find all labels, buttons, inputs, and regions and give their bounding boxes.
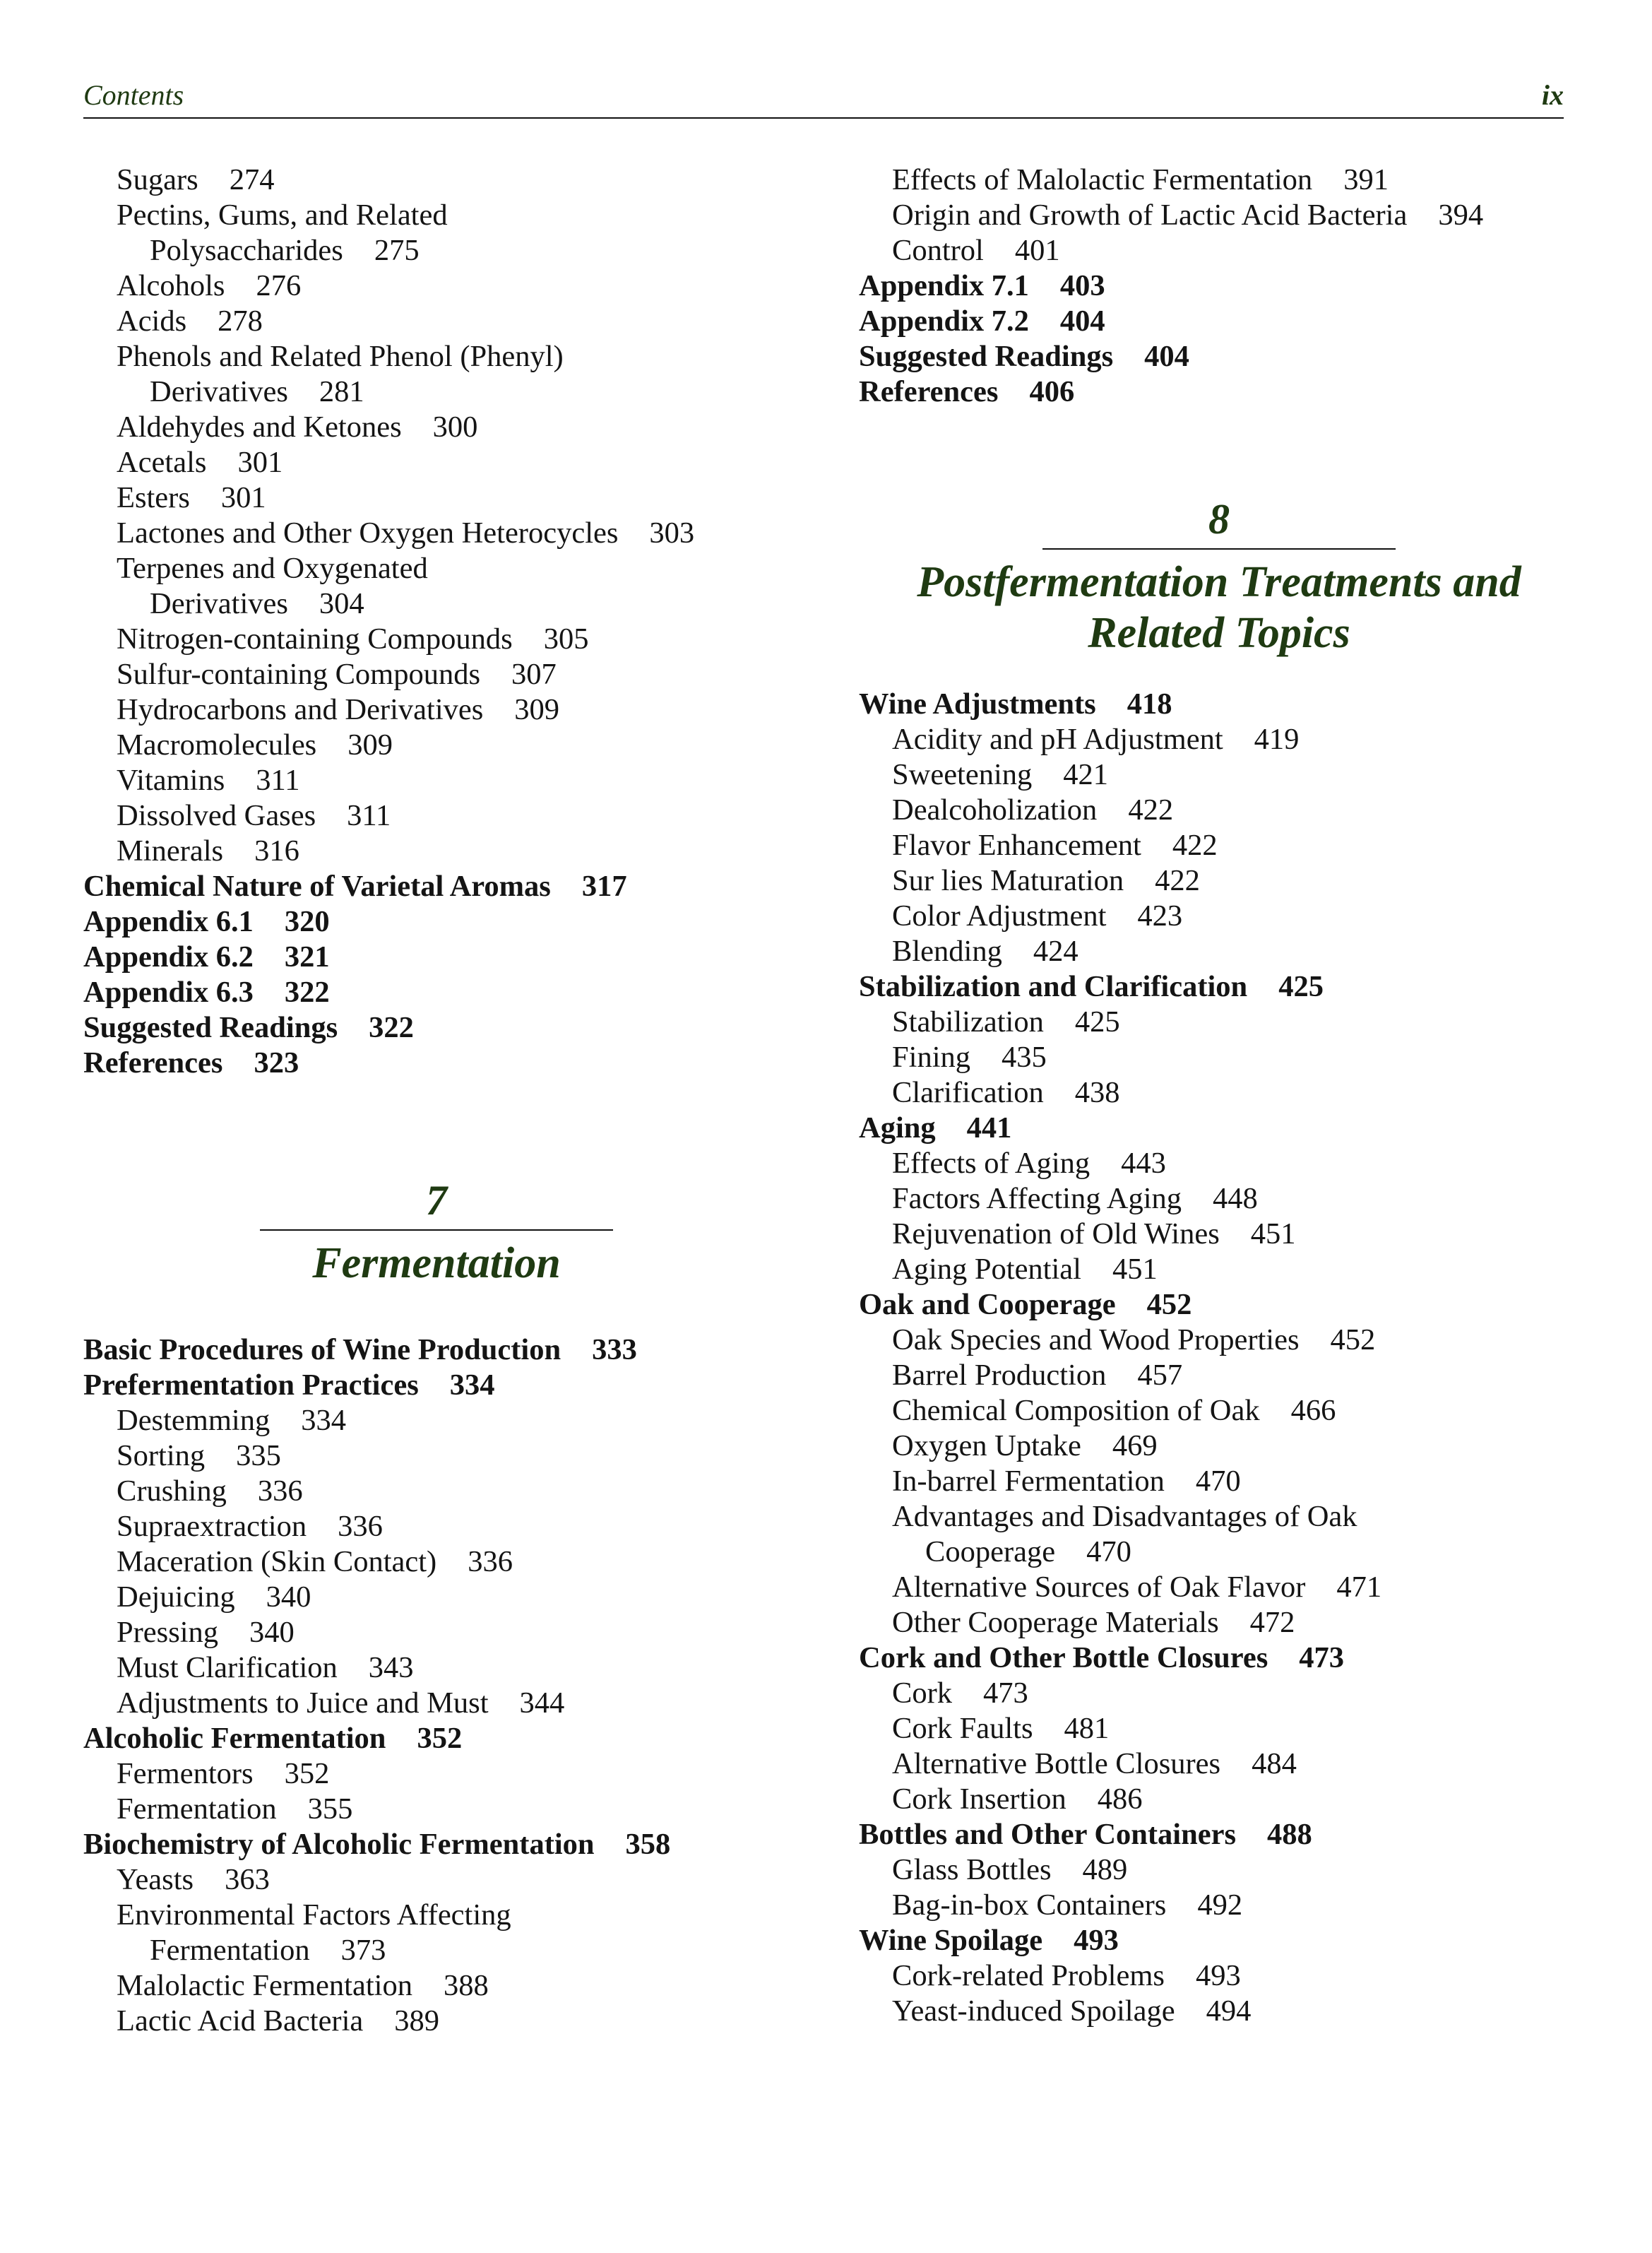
entry-label: Bottles and Other Containers — [859, 1818, 1237, 1851]
toc-entry — [859, 162, 1579, 198]
entry-page-number: 401 — [1014, 234, 1060, 267]
left-column — [83, 162, 790, 2039]
toc-entry — [83, 304, 790, 339]
entry-label: Suggested Readings — [859, 340, 1114, 373]
toc-entry — [83, 551, 790, 586]
entry-page-number: 422 — [1155, 864, 1200, 897]
entry-page-number: 404 — [1059, 304, 1105, 338]
toc-section-entry — [859, 374, 1579, 410]
toc-entry — [859, 1252, 1579, 1287]
toc-entry — [859, 934, 1579, 969]
entry-label: Appendix 6.2 — [83, 940, 254, 974]
toc-entry — [83, 1650, 790, 1686]
toc-entry — [859, 828, 1579, 863]
entry-page-number: 389 — [394, 2004, 440, 2038]
entry-page-number: 435 — [1002, 1041, 1047, 1074]
toc-entry — [859, 1393, 1579, 1429]
toc-entry — [859, 1782, 1579, 1817]
toc-entry — [859, 1217, 1579, 1252]
toc-entry — [83, 1898, 790, 1933]
toc-list — [859, 162, 1579, 410]
toc-section-entry — [83, 904, 790, 940]
toc-entry — [859, 1499, 1579, 1534]
entry-page-number: 438 — [1074, 1076, 1120, 1109]
entry-page-number: 322 — [284, 976, 330, 1009]
toc-section-entry — [859, 687, 1579, 722]
entry-page-number: 320 — [284, 905, 330, 938]
toc-entry — [83, 162, 790, 198]
toc-section-entry — [859, 339, 1579, 374]
toc-section-entry — [859, 1640, 1579, 1676]
entry-label: Acids — [117, 304, 187, 338]
entry-page-number: 473 — [983, 1677, 1028, 1710]
entry-label: Hydrocarbons and Derivatives — [117, 693, 484, 726]
toc-section-entry — [859, 268, 1579, 304]
entry-label: Yeasts — [117, 1863, 194, 1896]
entry-label: Derivatives — [150, 375, 288, 408]
entry-page-number: 424 — [1033, 935, 1078, 968]
entry-label: References — [83, 1046, 223, 1080]
entry-label: Aging — [859, 1111, 936, 1145]
entry-page-number: 300 — [432, 410, 478, 444]
toc-section-entry — [83, 1332, 790, 1368]
entry-label: Yeast-induced Spoilage — [892, 1994, 1175, 2028]
entry-page-number: 304 — [319, 587, 364, 620]
entry-label: Sugars — [117, 163, 198, 196]
entry-label: Other Cooperage Materials — [892, 1606, 1219, 1639]
toc-entry — [859, 233, 1579, 268]
toc-entry — [83, 1792, 790, 1827]
toc-entry — [83, 1933, 790, 1968]
entry-page-number: 344 — [519, 1686, 565, 1720]
entry-label: Cork Faults — [892, 1712, 1033, 1745]
entry-label: Aldehydes and Ketones — [117, 410, 402, 444]
entry-page-number: 355 — [307, 1792, 353, 1826]
entry-label: Appendix 7.1 — [859, 269, 1029, 302]
toc-entry — [859, 1676, 1579, 1711]
entry-page-number: 423 — [1137, 899, 1183, 933]
entry-label: Barrel Production — [892, 1359, 1107, 1392]
toc-section-entry — [859, 1817, 1579, 1852]
toc-section-entry — [859, 1287, 1579, 1323]
entry-label: Cork-related Problems — [892, 1959, 1165, 1992]
entry-page-number: 406 — [1029, 375, 1075, 408]
toc-entry — [859, 1570, 1579, 1605]
toc-entry — [859, 863, 1579, 899]
entry-label: Fining — [892, 1041, 971, 1074]
entry-page-number: 323 — [254, 1046, 299, 1080]
entry-label: Prefermentation Practices — [83, 1368, 419, 1402]
toc-entry — [83, 268, 790, 304]
entry-label: Advantages and Disadvantages of Oak — [892, 1500, 1357, 1533]
entry-page-number: 388 — [443, 1969, 489, 2002]
toc-section-entry — [83, 1827, 790, 1862]
entry-page-number: 307 — [511, 658, 557, 691]
toc-entry — [83, 1686, 790, 1721]
entry-label: Origin and Growth of Lactic Acid Bacteria — [892, 199, 1408, 232]
chapter-rule — [1042, 548, 1396, 550]
entry-page-number: 333 — [592, 1333, 637, 1366]
entry-label: Sorting — [117, 1439, 206, 1472]
entry-page-number: 471 — [1336, 1571, 1382, 1604]
toc-entry — [83, 374, 790, 410]
entry-page-number: 451 — [1112, 1253, 1158, 1286]
toc-entry — [859, 1323, 1579, 1358]
toc-entry — [859, 1888, 1579, 1923]
entry-page-number: 484 — [1252, 1747, 1297, 1780]
entry-label: Flavor Enhancement — [892, 829, 1141, 862]
entry-page-number: 492 — [1197, 1888, 1243, 1922]
entry-label: Pectins, Gums, and Related — [117, 199, 448, 232]
entry-label: Stabilization — [892, 1005, 1044, 1039]
toc-entry — [83, 480, 790, 516]
entry-page-number: 473 — [1299, 1641, 1345, 1674]
entry-label: Lactones and Other Oxygen Heterocycles — [117, 516, 619, 550]
toc-section-entry — [859, 1111, 1579, 1146]
entry-label: Wine Spoilage — [859, 1924, 1043, 1957]
toc-entry — [83, 798, 790, 834]
entry-label: Derivatives — [150, 587, 288, 620]
entry-label: Alternative Sources of Oak Flavor — [892, 1571, 1306, 1604]
entry-page-number: 334 — [449, 1368, 495, 1402]
toc-entry — [83, 622, 790, 657]
entry-page-number: 403 — [1059, 269, 1105, 302]
entry-page-number: 343 — [368, 1651, 414, 1684]
entry-page-number: 418 — [1127, 687, 1172, 721]
entry-label: Bag-in-box Containers — [892, 1888, 1167, 1922]
entry-label: Alcoholic Fermentation — [83, 1722, 386, 1755]
entry-label: Pressing — [117, 1616, 219, 1649]
chapter-rule — [260, 1229, 613, 1231]
entry-page-number: 316 — [254, 834, 299, 868]
toc-entry — [83, 445, 790, 480]
entry-page-number: 466 — [1290, 1394, 1336, 1427]
toc-entry — [859, 1852, 1579, 1888]
entry-page-number: 486 — [1097, 1782, 1143, 1816]
toc-list — [83, 1332, 790, 2039]
entry-page-number: 305 — [543, 622, 589, 656]
running-title: Contents — [83, 79, 184, 111]
chapter-title-line: Postfermentation Treatments and — [917, 558, 1521, 606]
entry-label: Wine Adjustments — [859, 687, 1096, 721]
entry-label: Phenols and Related Phenol (Phenyl) — [117, 340, 564, 373]
entry-page-number: 441 — [966, 1111, 1012, 1145]
toc-entry — [859, 1958, 1579, 1994]
entry-page-number: 493 — [1195, 1959, 1241, 1992]
toc-entry — [83, 1580, 790, 1615]
toc-entry — [83, 198, 790, 233]
entry-page-number: 421 — [1063, 758, 1109, 791]
entry-label: Lactic Acid Bacteria — [117, 2004, 364, 2038]
entry-label: Malolactic Fermentation — [117, 1969, 412, 2002]
toc-section-entry — [83, 1368, 790, 1403]
entry-page-number: 301 — [237, 446, 283, 479]
entry-label: Effects of Malolactic Fermentation — [892, 163, 1313, 196]
toc-entry — [83, 657, 790, 692]
entry-label: Sur lies Maturation — [892, 864, 1124, 897]
entry-page-number: 278 — [218, 304, 263, 338]
entry-page-number: 425 — [1278, 970, 1324, 1003]
entry-page-number: 309 — [514, 693, 560, 726]
chapter-title: Fermentation — [312, 1239, 561, 1287]
entry-page-number: 425 — [1074, 1005, 1120, 1039]
toc-section-entry — [859, 1923, 1579, 1958]
toc-entry — [859, 1711, 1579, 1746]
entry-label: Chemical Nature of Varietal Aromas — [83, 870, 551, 903]
entry-label: Crushing — [117, 1474, 227, 1508]
entry-label: Dissolved Gases — [117, 799, 316, 832]
toc-entry — [859, 1181, 1579, 1217]
entry-page-number: 303 — [649, 516, 695, 550]
entry-page-number: 275 — [374, 234, 420, 267]
toc-entry — [859, 1534, 1579, 1570]
entry-page-number: 340 — [266, 1580, 311, 1614]
entry-label: Glass Bottles — [892, 1853, 1052, 1886]
entry-label: In-barrel Fermentation — [892, 1465, 1165, 1498]
entry-label: Appendix 6.1 — [83, 905, 254, 938]
entry-page-number: 422 — [1128, 793, 1174, 827]
toc-entry — [83, 728, 790, 763]
entry-page-number: 488 — [1267, 1818, 1312, 1851]
entry-label: Cork — [892, 1677, 952, 1710]
entry-page-number: 340 — [249, 1616, 295, 1649]
entry-label: Vitamins — [117, 764, 225, 797]
entry-label: Adjustments to Juice and Must — [117, 1686, 489, 1720]
entry-page-number: 352 — [284, 1757, 330, 1790]
entry-label: Factors Affecting Aging — [892, 1182, 1182, 1215]
entry-label: Environmental Factors Affecting — [117, 1898, 511, 1932]
entry-page-number: 352 — [417, 1722, 463, 1755]
toc-entry — [83, 1509, 790, 1544]
toc-entry — [83, 1438, 790, 1474]
toc-entry — [859, 722, 1579, 757]
toc-entry — [83, 410, 790, 445]
entry-page-number: 452 — [1330, 1323, 1376, 1356]
entry-label: References — [859, 375, 999, 408]
entry-label: Effects of Aging — [892, 1147, 1091, 1180]
toc-entry — [859, 1075, 1579, 1111]
entry-page-number: 309 — [347, 728, 393, 762]
entry-page-number: 470 — [1086, 1535, 1131, 1568]
entry-page-number: 336 — [257, 1474, 303, 1508]
entry-page-number: 494 — [1206, 1994, 1252, 2028]
toc-entry — [83, 1756, 790, 1792]
entry-label: Terpenes and Oxygenated — [117, 552, 428, 585]
toc-entry — [83, 233, 790, 268]
entry-label: Acidity and pH Adjustment — [892, 723, 1223, 756]
entry-page-number: 336 — [338, 1510, 383, 1543]
entry-label: Color Adjustment — [892, 899, 1107, 933]
entry-label: Alternative Bottle Closures — [892, 1747, 1221, 1780]
entry-label: Appendix 6.3 — [83, 976, 254, 1009]
entry-page-number: 481 — [1064, 1712, 1110, 1745]
entry-label: Fermentation — [150, 1934, 310, 1967]
entry-page-number: 276 — [256, 269, 302, 302]
entry-page-number: 422 — [1172, 829, 1218, 862]
toc-entry — [83, 834, 790, 869]
toc-entry — [859, 1605, 1579, 1640]
entry-page-number: 335 — [236, 1439, 281, 1472]
entry-label: Polysaccharides — [150, 234, 343, 267]
entry-page-number: 469 — [1112, 1429, 1158, 1462]
entry-label: Control — [892, 234, 984, 267]
toc-list — [83, 162, 790, 1081]
entry-label: Clarification — [892, 1076, 1044, 1109]
entry-label: Appendix 7.2 — [859, 304, 1029, 338]
toc-section-entry — [83, 1010, 790, 1046]
entry-label: Stabilization and Clarification — [859, 970, 1248, 1003]
entry-label: Alcohols — [117, 269, 225, 302]
entry-label: Dealcoholization — [892, 793, 1098, 827]
entry-page-number: 489 — [1082, 1853, 1128, 1886]
entry-page-number: 391 — [1343, 163, 1389, 196]
toc-entry — [83, 339, 790, 374]
chapter-number: 7 — [426, 1177, 447, 1224]
toc-entry — [83, 692, 790, 728]
entry-label: Basic Procedures of Wine Production — [83, 1333, 561, 1366]
entry-page-number: 322 — [369, 1011, 414, 1044]
entry-label: Sulfur-containing Compounds — [117, 658, 481, 691]
toc-section-entry — [83, 869, 790, 904]
chapter-heading — [859, 493, 1579, 658]
right-column — [859, 162, 1579, 2029]
toc-section-entry — [859, 969, 1579, 1005]
toc-entry — [859, 899, 1579, 934]
entry-label: Must Clarification — [117, 1651, 338, 1684]
entry-label: Supraextraction — [117, 1510, 307, 1543]
entry-label: Esters — [117, 481, 190, 514]
toc-entry — [83, 1403, 790, 1438]
toc-section-entry — [859, 304, 1579, 339]
chapter-heading — [83, 1174, 790, 1289]
entry-page-number: 493 — [1074, 1924, 1119, 1957]
toc-list — [859, 687, 1579, 2029]
entry-page-number: 472 — [1249, 1606, 1295, 1639]
entry-label: Acetals — [117, 446, 207, 479]
entry-page-number: 334 — [301, 1404, 346, 1437]
toc-entry — [859, 1464, 1579, 1499]
entry-page-number: 301 — [220, 481, 266, 514]
entry-label: Maceration (Skin Contact) — [117, 1545, 437, 1578]
entry-page-number: 311 — [347, 799, 391, 832]
entry-page-number: 404 — [1144, 340, 1189, 373]
entry-page-number: 281 — [319, 375, 364, 408]
page-number: ix — [1541, 79, 1564, 111]
entry-page-number: 457 — [1137, 1359, 1183, 1392]
entry-label: Suggested Readings — [83, 1011, 338, 1044]
entry-label: Aging Potential — [892, 1253, 1081, 1286]
toc-entry — [83, 2004, 790, 2039]
entry-label: Chemical Composition of Oak — [892, 1394, 1260, 1427]
entry-label: Cork and Other Bottle Closures — [859, 1641, 1268, 1674]
entry-label: Fermentation — [117, 1792, 277, 1826]
toc-entry — [859, 1040, 1579, 1075]
entry-page-number: 373 — [340, 1934, 386, 1967]
toc-entry — [83, 763, 790, 798]
toc-entry — [859, 793, 1579, 828]
running-header — [83, 76, 1564, 119]
toc-entry — [83, 1862, 790, 1898]
entry-page-number: 317 — [581, 870, 627, 903]
entry-page-number: 311 — [256, 764, 300, 797]
entry-label: Minerals — [117, 834, 224, 868]
entry-page-number: 394 — [1438, 199, 1484, 232]
toc-section-entry — [83, 1721, 790, 1756]
entry-label: Nitrogen-containing Compounds — [117, 622, 513, 656]
toc-entry — [83, 586, 790, 622]
toc-entry — [83, 1615, 790, 1650]
toc-section-entry — [83, 1046, 790, 1081]
entry-label: Sweetening — [892, 758, 1033, 791]
entry-label: Cooperage — [925, 1535, 1056, 1568]
entry-page-number: 274 — [229, 163, 275, 196]
entry-label: Blending — [892, 935, 1002, 968]
entry-page-number: 448 — [1213, 1182, 1258, 1215]
toc-entry — [83, 1968, 790, 2004]
toc-entry — [859, 198, 1579, 233]
toc-entry — [859, 1994, 1579, 2029]
toc-entry — [859, 1746, 1579, 1782]
toc-entry — [83, 1544, 790, 1580]
entry-page-number: 336 — [468, 1545, 513, 1578]
entry-page-number: 419 — [1254, 723, 1300, 756]
entry-label: Fermentors — [117, 1757, 254, 1790]
entry-label: Oak and Cooperage — [859, 1288, 1116, 1321]
toc-section-entry — [83, 940, 790, 975]
chapter-title-line: Related Topics — [1088, 609, 1350, 657]
entry-page-number: 358 — [625, 1828, 671, 1861]
entry-label: Macromolecules — [117, 728, 317, 762]
chapter-number: 8 — [1208, 496, 1230, 543]
entry-label: Oak Species and Wood Properties — [892, 1323, 1300, 1356]
entry-page-number: 470 — [1195, 1465, 1241, 1498]
toc-entry — [83, 1474, 790, 1509]
entry-page-number: 443 — [1121, 1147, 1166, 1180]
toc-entry — [859, 1429, 1579, 1464]
toc-entry — [859, 757, 1579, 793]
entry-page-number: 363 — [225, 1863, 270, 1896]
entry-label: Destemming — [117, 1404, 271, 1437]
toc-entry — [83, 516, 790, 551]
entry-label: Rejuvenation of Old Wines — [892, 1217, 1220, 1250]
entry-page-number: 452 — [1146, 1288, 1192, 1321]
entry-page-number: 321 — [284, 940, 330, 974]
entry-label: Cork Insertion — [892, 1782, 1066, 1816]
entry-label: Oxygen Uptake — [892, 1429, 1081, 1462]
toc-section-entry — [83, 975, 790, 1010]
toc-entry — [859, 1005, 1579, 1040]
entry-label: Dejuicing — [117, 1580, 235, 1614]
entry-page-number: 451 — [1250, 1217, 1296, 1250]
entry-label: Biochemistry of Alcoholic Fermentation — [83, 1828, 595, 1861]
toc-entry — [859, 1358, 1579, 1393]
toc-entry — [859, 1146, 1579, 1181]
